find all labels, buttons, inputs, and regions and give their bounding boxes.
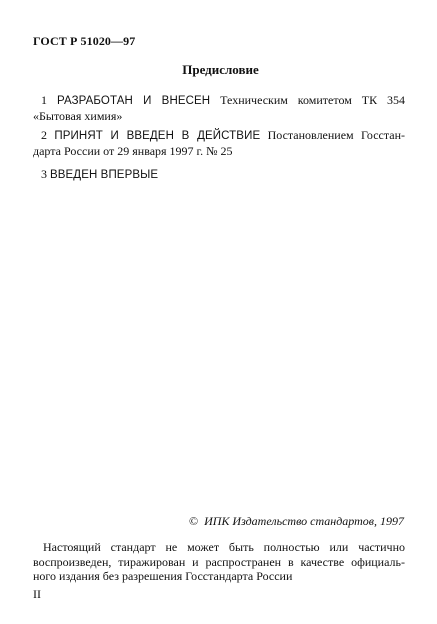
page-title: Предисловие (182, 62, 259, 77)
item-text: Постановлением Госстан- (267, 128, 406, 142)
copyright-symbol: © (189, 514, 199, 528)
foreword-item-1-line-2: «Бытовая химия» (33, 109, 123, 123)
item-heading: РАЗРАБОТАН И ВНЕСЕН (56, 95, 211, 107)
page-number: II (33, 587, 41, 601)
item-number: 1 (41, 93, 47, 107)
reproduction-notice (33, 540, 405, 584)
foreword-item-3-line-1 (33, 167, 405, 183)
foreword-item-2-line-2: дарта России от 29 января 1997 г. № 25 (33, 144, 233, 158)
foreword-item-1 (33, 93, 405, 124)
foreword-item-2 (33, 128, 405, 159)
notice-line-2: воспроизведен, тиражирован и распространен в качестве официаль- (33, 554, 405, 569)
copyright-line (189, 514, 404, 529)
item-heading: ВВЕДЕН ВПЕРВЫЕ (50, 169, 159, 181)
item-heading: ПРИНЯТ И ВВЕДЕН В ДЕЙСТВИЕ (54, 130, 261, 142)
foreword-item-1-line-1 (33, 93, 405, 109)
foreword-item-3 (33, 167, 405, 183)
notice-line-1: Настоящий стандарт не может быть полностью или частично (43, 540, 405, 554)
foreword-item-2-line-1 (33, 128, 405, 144)
notice-line-3: ного издания без разрешения Госстандарта России (33, 569, 293, 583)
item-text: Техническим комитетом ТК 354 (220, 93, 406, 107)
standard-code: ГОСТ Р 51020—97 (33, 34, 136, 48)
item-number: 2 (41, 128, 47, 142)
copyright-text: ИПК Издательство стандартов, 1997 (204, 514, 404, 528)
item-number: 3 (41, 167, 47, 181)
